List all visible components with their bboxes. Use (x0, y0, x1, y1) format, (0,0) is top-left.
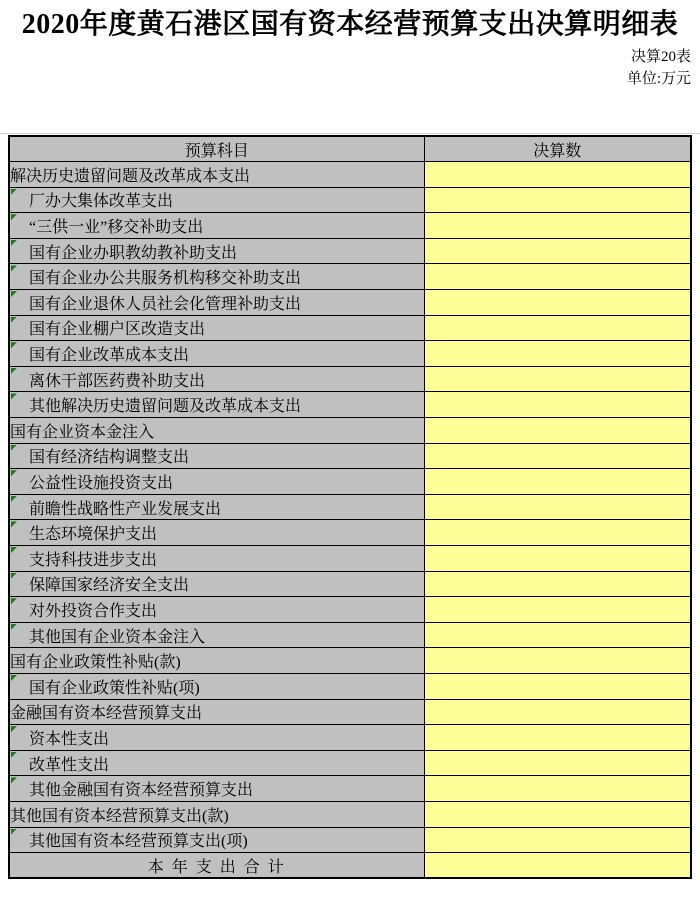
budget-subject-cell (9, 520, 424, 546)
budget-subject-cell (9, 494, 424, 520)
amount-value-cell (424, 622, 691, 648)
budget-subject-label: 国有企业退休人员社会化管理补助支出 (29, 295, 302, 313)
amount-value-cell (424, 264, 691, 290)
budget-subject-cell (9, 571, 424, 597)
green-corner-flag-icon (11, 317, 17, 323)
table-row (9, 571, 691, 597)
amount-value-cell (424, 341, 691, 367)
budget-subject-label: 厂办大集体改革支出 (29, 193, 174, 211)
budget-subject-label: 前瞻性战略性产业发展支出 (29, 500, 222, 518)
amount-value-cell (424, 494, 691, 520)
budget-subject-cell (9, 725, 424, 751)
budget-subject-label: 其他国有资本经营预算支出(项) (29, 833, 248, 851)
budget-subject-cell (9, 315, 424, 341)
green-corner-flag-icon (11, 726, 17, 732)
budget-subject-cell (9, 443, 424, 469)
budget-subject-cell (9, 622, 424, 648)
budget-subject-cell (9, 264, 424, 290)
table-row (9, 213, 691, 239)
budget-subject-label: 本 年 支 出 合 计 (147, 858, 286, 876)
budget-subject-cell (9, 213, 424, 239)
budget-subject-label: 支持科技进步支出 (29, 551, 158, 569)
table-row (9, 443, 691, 469)
budget-subject-cell (9, 238, 424, 264)
green-corner-flag-icon (11, 470, 17, 476)
amount-value-cell (424, 597, 691, 623)
budget-subject-cell (9, 750, 424, 776)
budget-subject-cell (9, 469, 424, 495)
budget-subject-cell (9, 162, 424, 188)
budget-subject-label: 国有企业政策性补贴(项) (29, 679, 200, 697)
green-corner-flag-icon (11, 368, 17, 374)
amount-value-cell (424, 853, 691, 879)
budget-subject-label: 其他解决历史遗留问题及改革成本支出 (29, 398, 302, 416)
table-row (9, 648, 691, 674)
amount-value-cell (424, 443, 691, 469)
green-corner-flag-icon (11, 573, 17, 579)
budget-subject-cell (9, 418, 424, 444)
budget-subject-label: 公益性设施投资支出 (29, 475, 174, 493)
budget-subject-label: 其他国有企业资本金注入 (29, 628, 206, 646)
budget-subject-label: 改革性支出 (29, 756, 110, 774)
table-row (9, 341, 691, 367)
green-corner-flag-icon (11, 445, 17, 451)
table-row (9, 520, 691, 546)
amount-value-cell (424, 238, 691, 264)
budget-table (8, 135, 692, 879)
table-row (9, 699, 691, 725)
budget-subject-cell (9, 776, 424, 802)
table-row (9, 673, 691, 699)
table-row (9, 264, 691, 290)
amount-value-cell (424, 290, 691, 316)
budget-subject-label: 资本性支出 (29, 730, 110, 748)
budget-subject-cell (9, 546, 424, 572)
column-header-budget-subject: 预算科目 (9, 136, 424, 162)
table-row (9, 597, 691, 623)
table-row (9, 392, 691, 418)
column-header-final-amount: 决算数 (424, 136, 691, 162)
green-corner-flag-icon (11, 291, 17, 297)
green-corner-flag-icon (11, 675, 17, 681)
green-corner-flag-icon (11, 265, 17, 271)
budget-subject-cell (9, 366, 424, 392)
amount-value-cell (424, 520, 691, 546)
green-corner-flag-icon (11, 189, 17, 195)
budget-subject-label: 国有企业棚户区改造支出 (29, 321, 206, 339)
document-page (0, 6, 700, 909)
amount-value-cell (424, 315, 691, 341)
table-meta (0, 46, 691, 90)
budget-subject-label: 离休干部医药费补助支出 (29, 372, 206, 390)
green-corner-flag-icon (11, 342, 17, 348)
budget-subject-label: 解决历史遗留问题及改革成本支出 (10, 167, 251, 185)
budget-subject-label: 国有经济结构调整支出 (29, 449, 190, 467)
amount-value-cell (424, 418, 691, 444)
table-row (9, 801, 691, 827)
budget-subject-label: 国有企业办职教幼教补助支出 (29, 244, 238, 262)
budget-subject-label: 其他金融国有资本经营预算支出 (29, 782, 254, 800)
table-row (9, 853, 691, 879)
amount-value-cell (424, 366, 691, 392)
amount-value-cell (424, 469, 691, 495)
amount-value-cell (424, 648, 691, 674)
amount-value-cell (424, 827, 691, 853)
table-row (9, 162, 691, 188)
budget-subject-label: 国有企业资本金注入 (10, 423, 155, 441)
budget-subject-label: 对外投资合作支出 (29, 602, 158, 620)
budget-subject-label: 生态环境保护支出 (29, 526, 158, 544)
green-corner-flag-icon (11, 214, 17, 220)
budget-subject-cell (9, 853, 424, 879)
budget-subject-cell (9, 597, 424, 623)
amount-value-cell (424, 725, 691, 751)
table-row (9, 546, 691, 572)
green-corner-flag-icon (11, 547, 17, 553)
table-number-label: 决算20表 (630, 49, 691, 65)
green-corner-flag-icon (11, 777, 17, 783)
budget-subject-label: 国有企业办公共服务机构移交补助支出 (29, 270, 302, 288)
budget-subject-label: 金融国有资本经营预算支出 (10, 705, 203, 723)
table-header-row (9, 136, 691, 162)
budget-subject-cell (9, 648, 424, 674)
sheet-grid-line (0, 133, 700, 134)
budget-subject-label: 其他国有资本经营预算支出(款) (10, 807, 229, 825)
budget-subject-cell (9, 699, 424, 725)
budget-subject-cell (9, 290, 424, 316)
table-row (9, 418, 691, 444)
budget-subject-label: “三供一业”移交补助支出 (29, 219, 204, 237)
amount-value-cell (424, 801, 691, 827)
table-row (9, 366, 691, 392)
amount-value-cell (424, 673, 691, 699)
budget-subject-cell (9, 392, 424, 418)
amount-value-cell (424, 571, 691, 597)
budget-subject-cell (9, 801, 424, 827)
budget-subject-cell (9, 827, 424, 853)
amount-value-cell (424, 187, 691, 213)
green-corner-flag-icon (11, 598, 17, 604)
table-row (9, 187, 691, 213)
budget-subject-cell (9, 187, 424, 213)
table-row (9, 776, 691, 802)
page-title: 2020年度黄石港区国有资本经营预算支出决算明细表 (21, 9, 679, 40)
green-corner-flag-icon (11, 393, 17, 399)
table-row (9, 290, 691, 316)
unit-label: 单位:万元 (626, 71, 691, 87)
amount-value-cell (424, 750, 691, 776)
budget-subject-label: 国有企业改革成本支出 (29, 347, 190, 365)
amount-value-cell (424, 699, 691, 725)
amount-value-cell (424, 546, 691, 572)
amount-value-cell (424, 162, 691, 188)
table-row (9, 469, 691, 495)
amount-value-cell (424, 392, 691, 418)
green-corner-flag-icon (11, 496, 17, 502)
budget-subject-label: 国有企业政策性补贴(款) (10, 654, 181, 672)
budget-subject-cell (9, 673, 424, 699)
green-corner-flag-icon (11, 752, 17, 758)
table-row (9, 750, 691, 776)
budget-subject-cell (9, 341, 424, 367)
table-row (9, 622, 691, 648)
table-row (9, 725, 691, 751)
green-corner-flag-icon (11, 521, 17, 527)
budget-subject-label: 保障国家经济安全支出 (29, 577, 190, 595)
green-corner-flag-icon (11, 829, 17, 835)
table-row (9, 494, 691, 520)
amount-value-cell (424, 213, 691, 239)
green-corner-flag-icon (11, 240, 17, 246)
green-corner-flag-icon (11, 624, 17, 630)
table-row (9, 827, 691, 853)
table-row (9, 238, 691, 264)
table-row (9, 315, 691, 341)
amount-value-cell (424, 776, 691, 802)
